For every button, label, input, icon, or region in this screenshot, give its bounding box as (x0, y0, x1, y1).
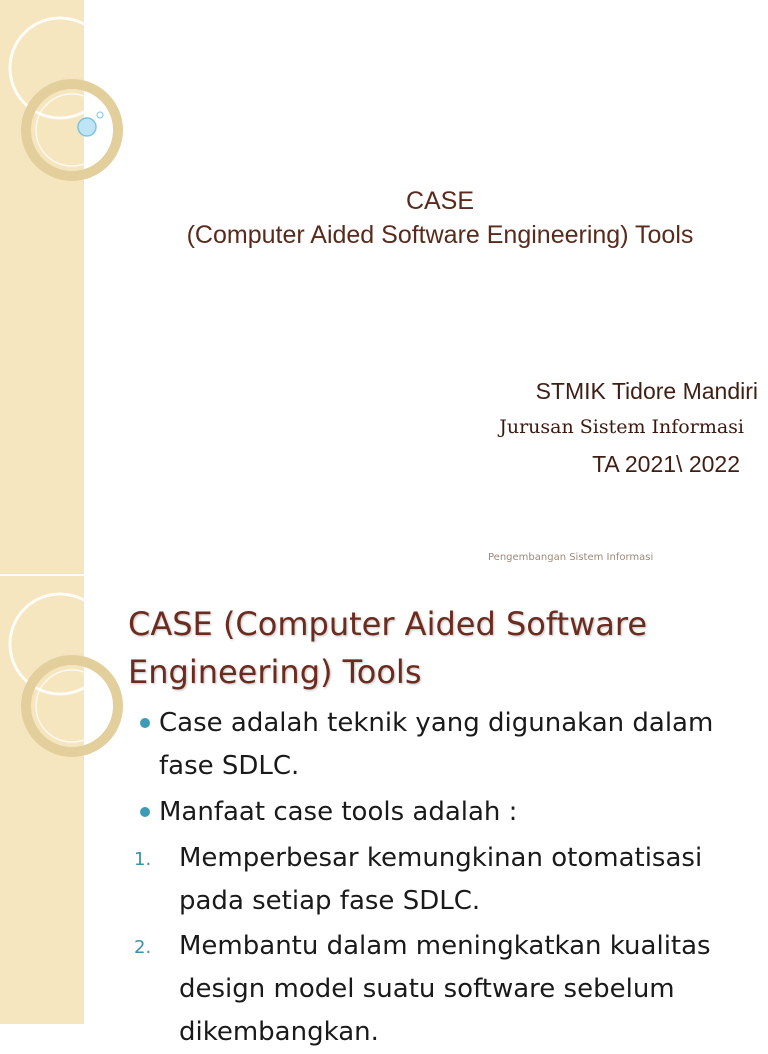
decorative-rings (0, 576, 140, 776)
decorative-rings (0, 0, 140, 200)
numbered-item (179, 837, 702, 923)
numbered-line: dikembangkan. (179, 1017, 379, 1047)
slide-heading (128, 600, 758, 696)
numbered-item (179, 925, 711, 1054)
numbered-line: pada setiap fase SDLC. (179, 886, 481, 916)
bullet-icon (140, 718, 150, 728)
list-number: 1. (134, 849, 152, 870)
numbered-line: Memperbesar kemungkinan otomatisasi (179, 843, 703, 873)
slide-title (120, 184, 760, 252)
slide-footer: Pengembangan Sistem Informasi (488, 552, 654, 563)
slide-heading-line2: Engineering) Tools (128, 653, 422, 691)
department-name: Jurusan Sistem Informasi (499, 416, 744, 438)
institution-name: STMIK Tidore Mandiri (535, 378, 758, 404)
numbered-line: design model suatu software sebelum (179, 974, 675, 1004)
bubble-icon (78, 118, 96, 136)
content-slide (0, 576, 768, 1047)
bullet-line: Manfaat case tools adalah : (159, 797, 518, 827)
bullet-line: Case adalah teknik yang digunakan dalam (159, 708, 714, 738)
bullet-icon (140, 807, 150, 817)
academic-year: TA 2021\ 2022 (592, 451, 740, 477)
slide-title-line1: CASE (405, 187, 475, 215)
slide-title-line2: (Computer Aided Software Engineering) Tools (186, 221, 694, 249)
list-number: 2. (134, 937, 152, 958)
bullet-item (159, 702, 713, 788)
slide-heading-line1: CASE (Computer Aided Software (128, 605, 647, 643)
numbered-line: Membantu dalam meningkatkan kualitas (179, 931, 711, 961)
bullet-line: fase SDLC. (159, 751, 300, 781)
bullet-item (159, 791, 517, 834)
